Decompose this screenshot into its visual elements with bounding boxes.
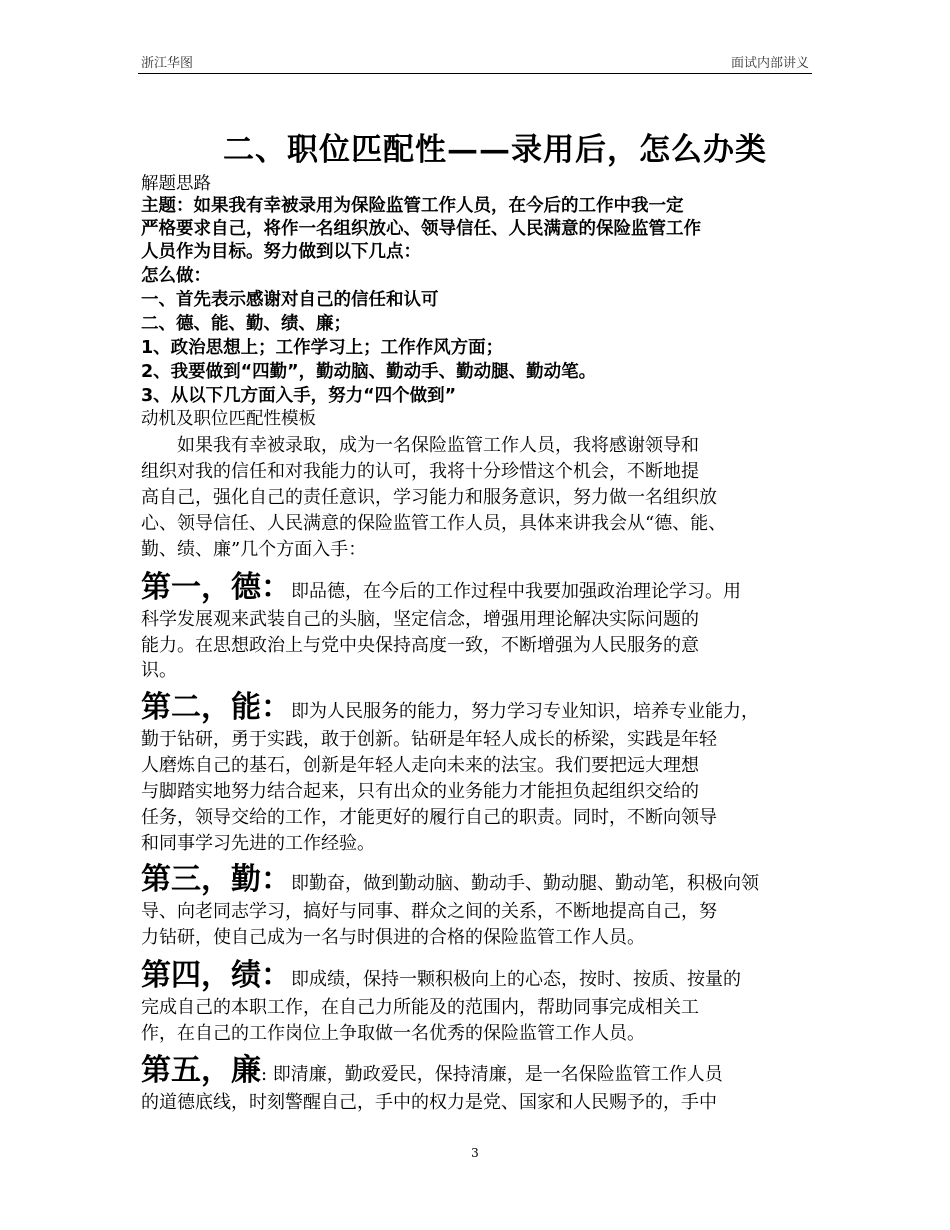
section-line: 科学发展观来武装自己的头脑，坚定信念，增强用理论解决实际问题的 [141,609,699,630]
step-line: 2、我要做到“四勤”，勤动脑、勤动手、勤动腿、勤动笔。 [141,362,597,382]
section-line: 和同事学习先进的工作经验。 [141,833,375,854]
step-line: 3、从以下几方面入手，努力“四个做到” [141,386,457,406]
theme-line: 人员作为目标。努力做到以下几点： [141,242,421,262]
section-text: 即成绩，保持一颗积极向上的心态，按时、按质、按量的 [291,969,741,990]
section-line: 完成自己的本职工作，在自己力所能及的范围内，帮助同事完成相关工 [141,997,699,1018]
section-line: 与脚踏实地努力结合起来，只有出众的业务能力才能担负起组织交给的 [141,781,699,802]
template-label: 动机及职位匹配性模板 [141,409,316,429]
section-first-line [141,562,811,606]
page-number: 3 [471,1146,479,1160]
header-left: 浙江华图 [141,56,194,71]
header-rule [138,73,812,74]
section-text: 即为人民服务的能力，努力学习专业知识，培养专业能力， [291,701,759,722]
section-line: 的道德底线，时刻警醒自己，手中的权力是党、国家和人民赐予的，手中 [141,1092,717,1113]
step-line: 二、德、能、勤、绩、廉； [141,314,351,334]
theme-line: 主题：如果我有幸被录用为保险监管工作人员，在今后的工作中我一定 [141,196,684,216]
section-line: 人磨炼自己的基石，创新是年轻人走向未来的法宝。我们要把远大理想 [141,755,699,776]
intro-line: 心、领导信任、人民满意的保险监管工作人员，具体来讲我会从“德、能、 [141,513,727,534]
page-title: 二、职位匹配性——录用后，怎么办类 [223,132,767,168]
section-heading: 第一，德： [141,570,291,605]
section-first-line [141,854,811,898]
outline-label: 解题思路 [141,174,211,194]
theme-line: 严格要求自己，将作一名组织放心、领导信任、人民满意的保险监管工作 [141,219,701,239]
section-text: 即品德，在今后的工作过程中我要加强政治理论学习。用 [291,581,741,602]
section-line: 识。 [141,660,177,681]
intro-line: 组织对我的信任和对我能力的认可，我将十分珍惜这个机会，不断地提 [141,461,699,482]
section-text: 即勤奋，做到勤动脑、勤动手、勤动腿、勤动笔，积极向领 [291,873,759,894]
section-line: 导、向老同志学习，搞好与同事、群众之间的关系，不断地提高自己，努 [141,901,717,922]
step-line: 1、政治思想上；工作学习上；工作作风方面； [141,338,504,358]
intro-line: 勤、绩、廉”几个方面入手： [141,539,367,560]
section-line: 能力。在思想政治上与党中央保持高度一致，不断增强为人民服务的意 [141,635,699,656]
how-label: 怎么做： [141,266,211,286]
section-first-line [141,950,811,994]
section-first-line [141,1045,811,1089]
intro-line: 如果我有幸被录取，成为一名保险监管工作人员，我将感谢领导和 [141,435,699,456]
step-line: 一、首先表示感谢对自己的信任和认可 [141,290,439,310]
section-first-line [141,682,811,726]
intro-line: 高自己，强化自己的责任意识，学习能力和服务意识，努力做一名组织放 [141,487,717,508]
section-heading: 第二，能： [141,690,291,725]
header-right: 面试内部讲义 [730,56,809,71]
section-heading: 第四，绩： [141,958,291,993]
section-line: 任务，领导交给的工作，才能更好的履行自己的职责。同时，不断向领导 [141,807,717,828]
section-heading: 第三，勤： [141,862,291,897]
section-text: : 即清廉，勤政爱民，保持清廉，是一名保险监管工作人员 [261,1064,723,1085]
section-line: 力钻研，使自己成为一名与时俱进的合格的保险监管工作人员。 [141,927,645,948]
section-line: 勤于钻研，勇于实践，敢于创新。钻研是年轻人成长的桥梁，实践是年轻 [141,729,717,750]
section-heading: 第五，廉 [141,1053,261,1088]
section-line: 作，在自己的工作岗位上争取做一名优秀的保险监管工作人员。 [141,1023,645,1044]
